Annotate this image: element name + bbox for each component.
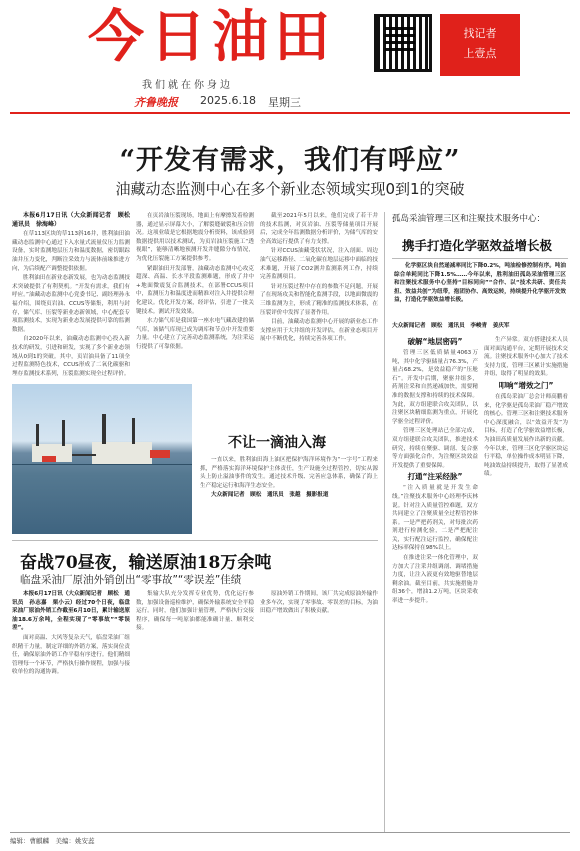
contact-line-2: 上壹点 (463, 47, 497, 60)
story-three-title: 奋战70昼夜，输送原油18万余吨 (20, 553, 272, 573)
main-headline: “开发有需求，我们有呼应” (119, 145, 461, 176)
main-story-column-3 (260, 212, 378, 412)
story-four-paragraph: 在孤岛采油厂总会计师高鹏看来，化学驱是孤岛采油厂稳产增效的核心。管理三区和注聚技术服务中心深度融合，以“效益开发”为目标，打造了化学驱效益增长极，为油田高质量发展作出新的贡献。今年以来，管理三区化学驱区块运行平稳，单位操作成本明显下降，吨油效益持续提升，取得了显著成绩。 (484, 393, 568, 478)
masthead-divider (10, 112, 570, 114)
main-story-paragraph: 自2020年以来，油藏动态监测中心投入新技术的研发，引进和研发，实现了多个新业态领域从0到1的突破。其中，页岩油具备了11项全过程监测特色技术，CCUS形成了二氧化碳驱和埋存监测技术系列，压裂监测实现全过程评价。 (12, 336, 130, 377)
main-story-byline: 本报6月17日讯（大众新闻记者 顾松 通讯员 徐海峰） (12, 212, 137, 228)
story-four-column-2 (484, 336, 568, 830)
story-four-paragraph: 生产异常。双方搭建技术人员面对面沟通平台，定期开展技术交流。注聚技术服务中心加大了技术支持力度，管理三区累计实施措施井组，取得了明显的效果。 (484, 337, 568, 378)
section-heading-injection: 打通“注采经脉” (407, 472, 463, 482)
story-three-paragraph: 集输大队充分发挥专业优势，优化运行参数，加强设备巡检维护，确保外输系统安全平稳运行。同时，他们加强计量管理，严格执行交接程序，确保每一吨原油都能准确计量、顺利交接。 (136, 591, 254, 632)
reporter-contact-box (440, 14, 520, 76)
issue-weekday: 星期三 (268, 96, 301, 109)
main-story-paragraph: 在页岩油压裂现场，地面上有摩擦发着检测器，通过显示屏幕大小，了解裂缝破裂和压合情况。这项业绩是它根据地震分析资料，该成验到数据提供用以技术测试，为页岩油压裂施工“透视眼”，能够清晰地预测开发井缝隙分布情况，为优化压裂施工方案提供参考。 (136, 213, 254, 262)
story-three-column-2 (136, 590, 254, 830)
offshore-platform-photo (12, 384, 192, 534)
main-story-paragraph: 紧跟油田开发部署，油藏动态监测中心攻克超深、高温、长水平段监测难题，形成了井中+地面微震复合监测技术，在部署CCUS项目中，监测压力和温度进而精准对注入井提供合理化建议。优化开发方案，经评估，引进了一批关键技术。测试开发效果。 (136, 265, 254, 315)
main-story-paragraph: 针对CCUS油藏受状状况，注入剖面、周边油气运移路径、二氧化碳在地层运移中面临的技术难题，开展了CO2测井监测系列工作，持续完善监测项目。 (260, 248, 378, 281)
footer-divider (10, 832, 570, 833)
column-divider (384, 212, 385, 832)
main-story-paragraph: 水力储气库是我国第一座水电气藏改建的储气库，该储气库现已成为调库和节点中开发重要力量。中心建立了完善动态监测系统，为注采运行提供了可靠依据。 (136, 318, 254, 350)
main-story-paragraph: 胜利油田在新业态新发展，也为动态监测技术突破提供了有利契机。“开发有需求，我们有呼应。”油藏动态监测中心党委书记、副经理孙永福介绍，围绕页岩油、CCUS等储集，利用与封存，储气库、压裂等新业态新领域，中心配套专项监测技术，实现为新业态发展提供可靠的监测数据。 (12, 275, 130, 333)
section-heading-decode: 破解“地层密码” (407, 337, 463, 346)
editor-credit: 编辑：曹麒麟 美编：姚安蕊 (10, 837, 95, 845)
qr-code-icon (374, 14, 432, 72)
main-story-paragraph: 在草113区块的草113斜16井，胜利油田油藏动态监测中心通过下入水量式流量仪压力监测设备，实时监测地层压力和温度数据，密切跟踪油井压力变化，判断注采效力与流体前缘推进方向，为后续配产调整提供依据。 (12, 231, 130, 272)
story-three-paragraph: 面对高温、大风等复杂天气，临盘采油厂组织精干力量，制定详细的外销方案，落实岗位责任，确保原油外销工作平稳有序进行。他们精细管理每一个环节，严格执行操作规程，加强与接收单位的沟通协调。 (12, 634, 130, 676)
main-story-column-1 (12, 212, 137, 382)
section-heading-efficiency: 叩响“增效之门” (498, 380, 554, 390)
story-four-byline: 大众新闻记者 顾松 通讯员 李峻青 姜庆军 (392, 323, 510, 329)
section-divider (392, 258, 568, 259)
story-three-subtitle: 临盘采油厂原油外销创出“零事故”“零误差”佳绩 (20, 574, 242, 586)
story-three-column-3 (260, 590, 378, 830)
story-two-title: 不让一滴油入海 (228, 435, 326, 451)
story-four-paragraph: “注入质量就是开发生命线。”注聚技术服务中心经理李庆林说。针对注入质量管控难题，双方共同建立了注聚质量全过程管控体系。一是严把药剂关，对每批次药剂进行检测化验，二是严把配注关，实行配注运行监控，确保配注达标率保持在98%以上。 (392, 485, 478, 552)
brand-slogan: 我们就在你身边 (142, 80, 233, 91)
paper-name: 齐鲁晚报 (134, 96, 178, 109)
story-four-column-1 (392, 336, 478, 830)
story-four-kicker: 孤岛采油管理三区和注聚技术服务中心： (392, 214, 546, 224)
story-three-column-1 (12, 590, 130, 830)
main-subhead: 油藏动态监测中心在多个新业态领域实现0到1的突破 (115, 180, 465, 198)
story-four-lead (394, 262, 566, 318)
story-two-body (200, 456, 378, 536)
masthead (0, 0, 580, 112)
main-story-paragraph: 针对压裂过程中存在的参数不足问题，开展了在现场攻关和智能化监测手段，以地面微震的三维监测为主，形成了精准的监测技术体系，在压裂评价中发挥了显著作用。 (260, 283, 378, 316)
story-four-paragraph: 在推进注采一体化管理中，双方加大了注采井组调剖、调堵措施力度，让注入液更有效地驱替地层剩余油。截至目前，共实施措施井组36个，增油1.2万吨，区块采收率进一步提升。 (392, 555, 478, 605)
story-two-byline: 大众新闻记者 顾松 通讯员 张越 摄影报道 (211, 492, 329, 499)
story-three-byline: 本报6月17日讯（大众新闻记者 顾松 通讯员 孙志嘉 栗小云）经过70个日夜，临盘采油厂原油外销工作截至6月10日，累计输送原油18.6万余吨，全程实现了“零事故”“零误差”。 (12, 591, 130, 632)
issue-date: 2025.6.18 (200, 94, 256, 107)
story-four-byline-box (392, 322, 568, 332)
story-four-lead-text: 化学驱区块自然递减率同比下降0.2%，吨油检修控制有序。吨油综合单耗同比下降1.5%……今年以来，胜利油田孤岛采油管理三区和注聚技术服务中心坚持“目标同向”“合作、以“技术共研、责任共担、效益共创”为纽带，抱团协作、高效运转，持续提升化学驱开发效益，打造化学驱效益增长极。 (394, 263, 566, 304)
story-two-paragraph: 一直以来，胜利油田海上油区把保护海洋环境作为“一字号”工程来抓，严格落实海洋环境保护主体责任，生产设施全过程管控，切实从源头上防止溢油事件的发生。通过技术升级、完善应急体系，确保了海上生产稳定运行和海洋生态安全。 (200, 457, 378, 489)
story-four-paragraph: 管理三区低质储量4063万吨，其中化学驱储量占76.3%，产量占68.2%，是效益稳产的“压舱石”。开发中后期，聚驱井组多，药剂注采和自然递减加快，需要精准的数据支撑和持续的技术保障。为此，双方组建联合攻关团队，以注聚区块精细监测为重点，开展化学驱全过程评价。 (392, 350, 478, 425)
story-four-title: 携手打造化学驱效益增长极 (402, 238, 553, 253)
main-story-column-2 (136, 212, 254, 382)
contact-line-1: 找记者 (463, 27, 497, 40)
story-three-paragraph: 原油外销工作期间，该厂共完成原油外输作业多车次，实现了零事故、零误差的目标，为油田稳产增效做出了积极贡献。 (260, 591, 378, 615)
newspaper-brand-title: 今日油田 (88, 5, 336, 70)
section-divider (12, 540, 378, 541)
main-story-paragraph: 目前，油藏动态监测中心开展的新业态工作支撑应用于大井组的开发评估，在新业态项目开展中不断优化，持续完善各项工作。 (260, 319, 378, 343)
main-story-paragraph: 截至2021年5月以来，他们完成了若干井的技术监测，对页岩油、压裂等储量项目开展后，完成全年监测数据分析评价，为储气库的安全高效运行提供了有力支撑。 (260, 213, 378, 245)
story-four-paragraph: 管理三区处理站已全部完成，双方组建联合攻关团队，推进技术研究，持续在聚驱、调剖、复合驱等方面强化合作，为注聚区块效益开发提供了重要保障。 (392, 428, 478, 469)
